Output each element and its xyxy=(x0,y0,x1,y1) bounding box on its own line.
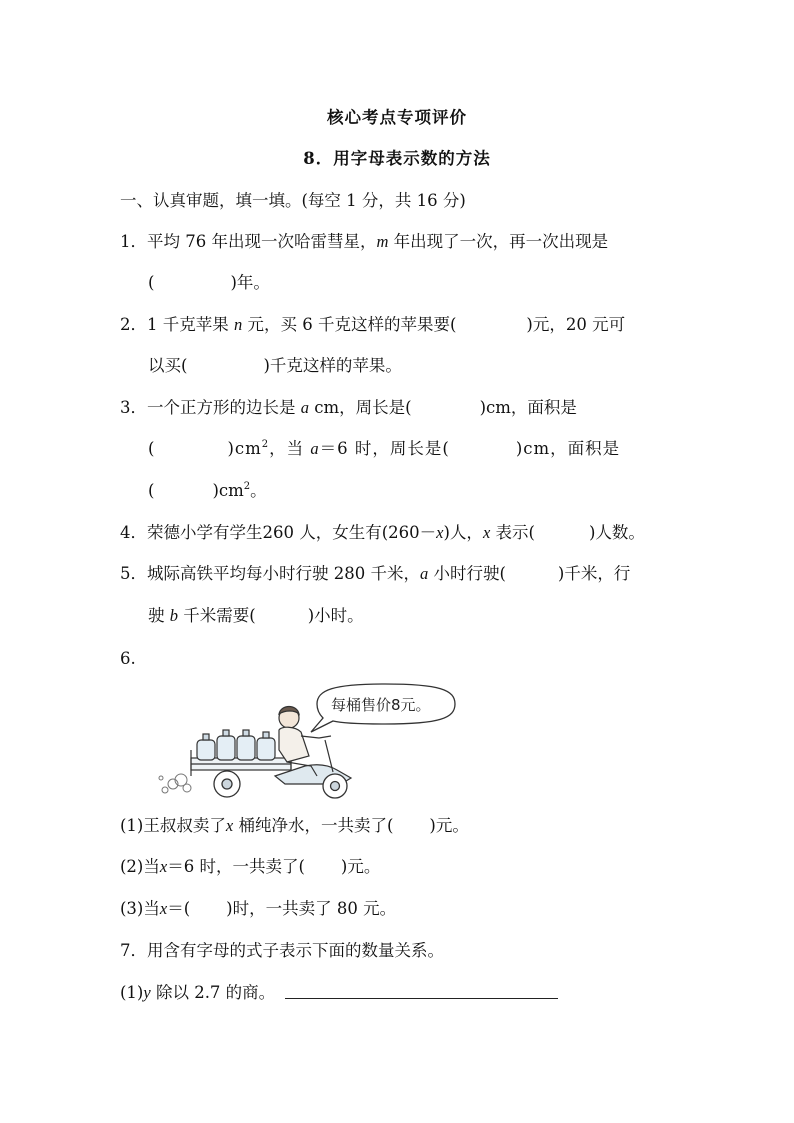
question-2-line-1: 2．1 千克苹果 n 元，买 6 千克这样的苹果要( )元，20 元可 xyxy=(120,315,626,334)
speech-bubble xyxy=(311,684,455,732)
question-4-line-1: 4．荣德小学有学生260 人，女生有(260－x)人，x 表示( )人数。 xyxy=(120,523,645,542)
question-6-part-3: (3)当x＝( )时，一共卖了 80 元。 xyxy=(120,899,397,918)
question-7-stem: 7．用含有字母的式子表示下面的数量关系。 xyxy=(120,941,444,960)
page-title: 核心考点专项评价 xyxy=(327,108,467,127)
lesson-subtitle: 8．用字母表示数的方法 xyxy=(303,149,491,168)
question-3-line-1: 3．一个正方形的边长是 a cm，周长是( )cm，面积是 xyxy=(120,398,577,417)
question-3-line-2: ( )$cm^2$，当 a＝6 时，周长是( )cm，面积是 xyxy=(148,439,621,458)
answer-line[interactable] xyxy=(285,998,558,999)
cargo-bed xyxy=(191,730,291,776)
smoke-puff-icon xyxy=(159,774,191,793)
question-6-part-1: (1)王叔叔卖了x 桶纯净水，一共卖了( )元。 xyxy=(120,816,469,835)
bubble-text: 每桶售价8元。 xyxy=(331,696,431,714)
question-7-part-1: (1)y 除以 2.7 的商。 xyxy=(120,983,276,1002)
question-5-line-2: 驶 b 千米需要( )小时。 xyxy=(148,606,364,625)
question-5-line-1: 5．城际高铁平均每小时行驶 280 千米，a 小时行驶( )千米，行 xyxy=(120,564,631,583)
question-2-line-2: 以买( )千克这样的苹果。 xyxy=(148,356,402,375)
delivery-tricycle-illustration xyxy=(155,680,460,802)
section-heading: 一、认真审题，填一填。(每空 1 分，共 16 分) xyxy=(120,191,466,210)
question-6-number: 6. xyxy=(120,649,136,668)
question-1-line-1: 1．平均 76 年出现一次哈雷彗星，m 年出现了一次，再一次出现是 xyxy=(120,232,609,251)
question-1-line-2: ( )年。 xyxy=(148,273,270,292)
question-6-part-2: (2)当x＝6 时，一共卖了( )元。 xyxy=(120,857,381,876)
question-3-line-3: ( )$cm^2$。 xyxy=(148,481,267,500)
